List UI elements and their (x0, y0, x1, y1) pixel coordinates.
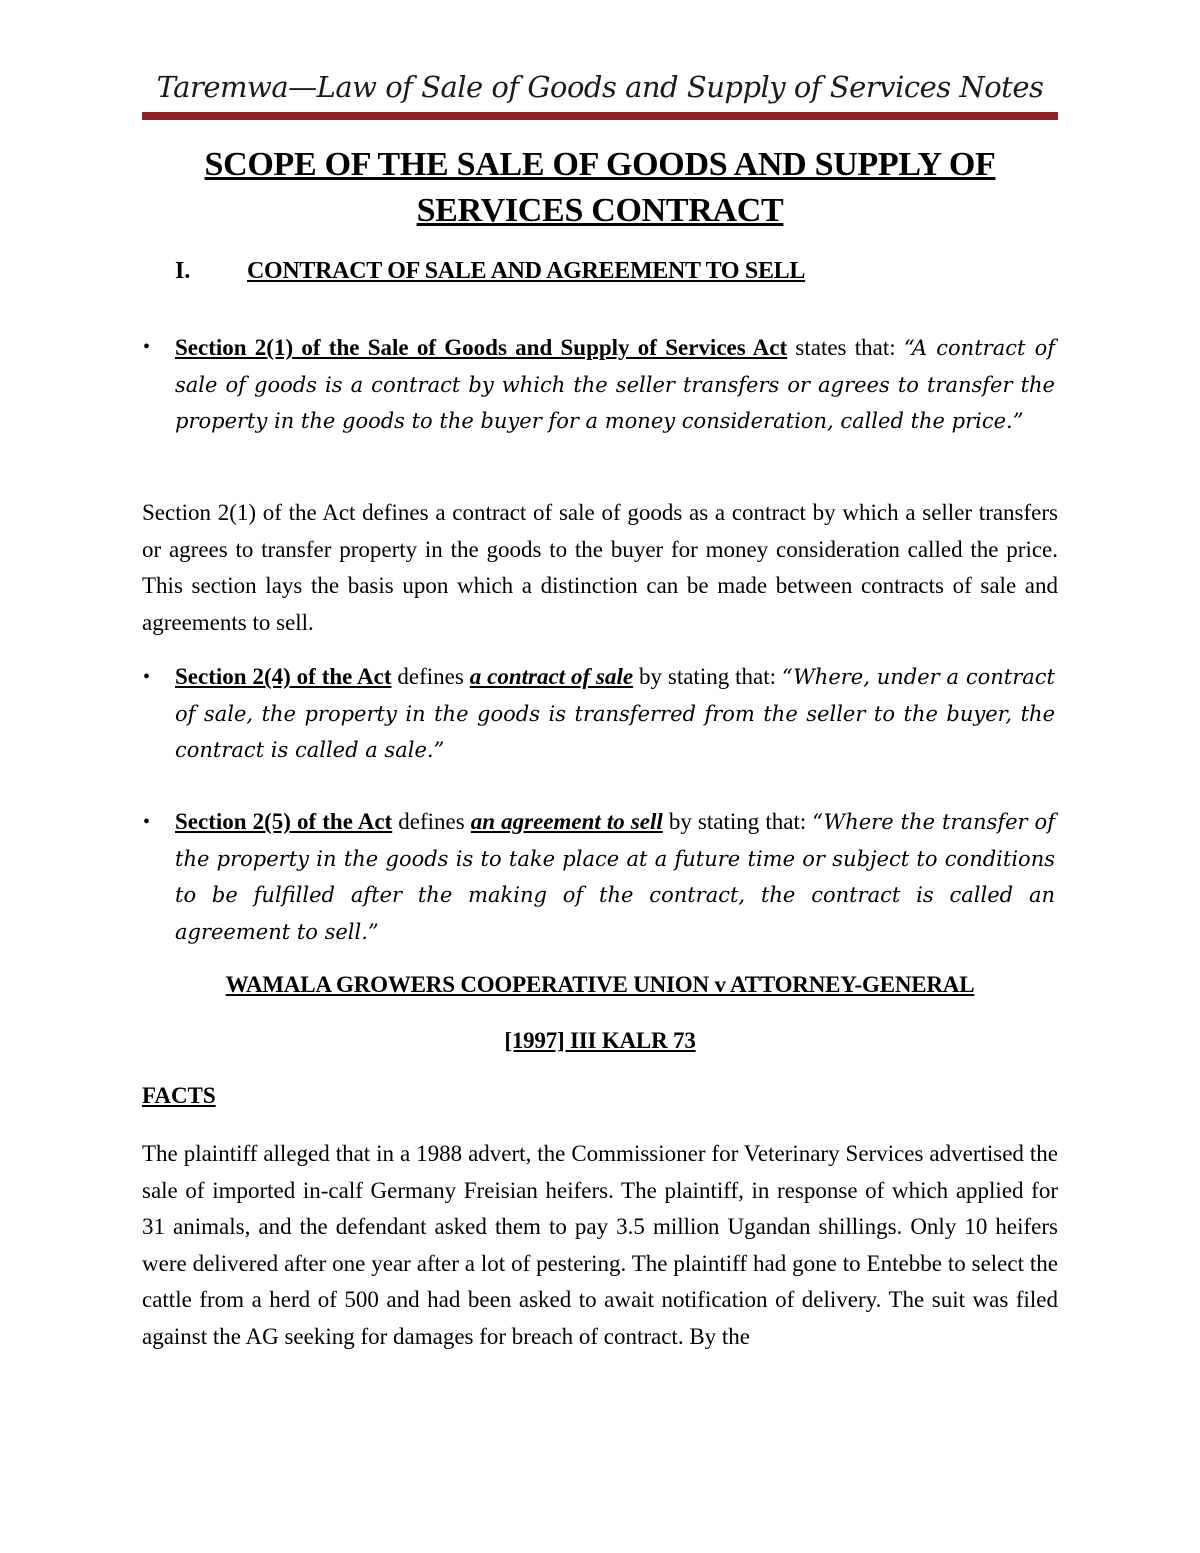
section-reference: Section 2(4) of the Act (175, 664, 392, 689)
bullet-icon: • (143, 336, 151, 358)
defined-term: a contract of sale (469, 664, 634, 689)
bullet-section-2-1 (175, 330, 1055, 440)
case-citation: [1997] III KALR 73 (504, 1028, 696, 1053)
title-line-1: SCOPE OF THE SALE OF GOODS AND SUPPLY OF (204, 146, 996, 183)
bullet-lead-text: defines (391, 664, 470, 689)
facts-heading: FACTS (142, 1083, 216, 1108)
header-rule (142, 112, 1058, 120)
defined-term: an agreement to sell (470, 809, 663, 834)
statutory-quote: “Where the transfer of the property in the goods is to take place at a future time or subject to conditions to be fulfilled after the making of the contract, the contract is called an agreement to sell.” (175, 810, 1055, 944)
bullet-tail-text: by stating that: (633, 664, 782, 689)
page-title (142, 142, 1058, 234)
bullet-lead-text: defines (392, 809, 471, 834)
case-name: WAMALA GROWERS COOPERATIVE UNION v ATTORNEY-GENERAL (225, 972, 975, 997)
bullet-icon: • (143, 811, 151, 833)
bullet-icon: • (143, 666, 151, 688)
facts-paragraph: The plaintiff alleged that in a 1988 advert, the Commissioner for Veterinary Services advertised the sale of imported in-calf Germany Freisian heifers. The plaintiff, in response of which applied for 31 animals, and the defendant asked them to pay 3.5 million Ugandan shillings. Only 10 heifers were delivered after one year after a lot of pestering. The plaintiff had gone to Entebbe to select the cattle from a herd of 500 and had been asked to await notification of delivery. The suit was filed against the AG seeking for damages for breach of contract. By the (142, 1141, 1058, 1349)
bullet-tail-text: by stating that: (662, 809, 813, 834)
bullet-section-2-5 (175, 804, 1055, 950)
title-line-2: SERVICES CONTRACT (416, 192, 784, 229)
body-paragraph: Section 2(1) of the Act defines a contract of sale of goods as a contract by which a seller transfers or agrees to transfer property in the goods to the buyer for money consideration called the price. This section lays the basis upon which a distinction can be made between contracts of sale and agreements to sell. (142, 500, 1058, 635)
statutory-quote: “Where, under a contract of sale, the property in the goods is transferred from the seller to the buyer, the contract is called a sale.” (175, 665, 1055, 762)
section-number: I. (175, 258, 191, 284)
section-reference: Section 2(1) of the Sale of Goods and Supply of Services Act (175, 335, 788, 360)
statutory-quote: “A contract of sale of goods is a contract by which the seller transfers or agrees to transfer the property in the goods to the buyer for a money consideration, called the price.” (175, 336, 1056, 433)
bullet-lead-text: states that: (787, 335, 904, 360)
running-header: Taremwa—Law of Sale of Goods and Supply of Services Notes (156, 70, 1044, 104)
section-heading-text: CONTRACT OF SALE AND AGREEMENT TO SELL (247, 258, 806, 284)
section-reference: Section 2(5) of the Act (175, 809, 393, 834)
bullet-section-2-4 (175, 659, 1055, 769)
